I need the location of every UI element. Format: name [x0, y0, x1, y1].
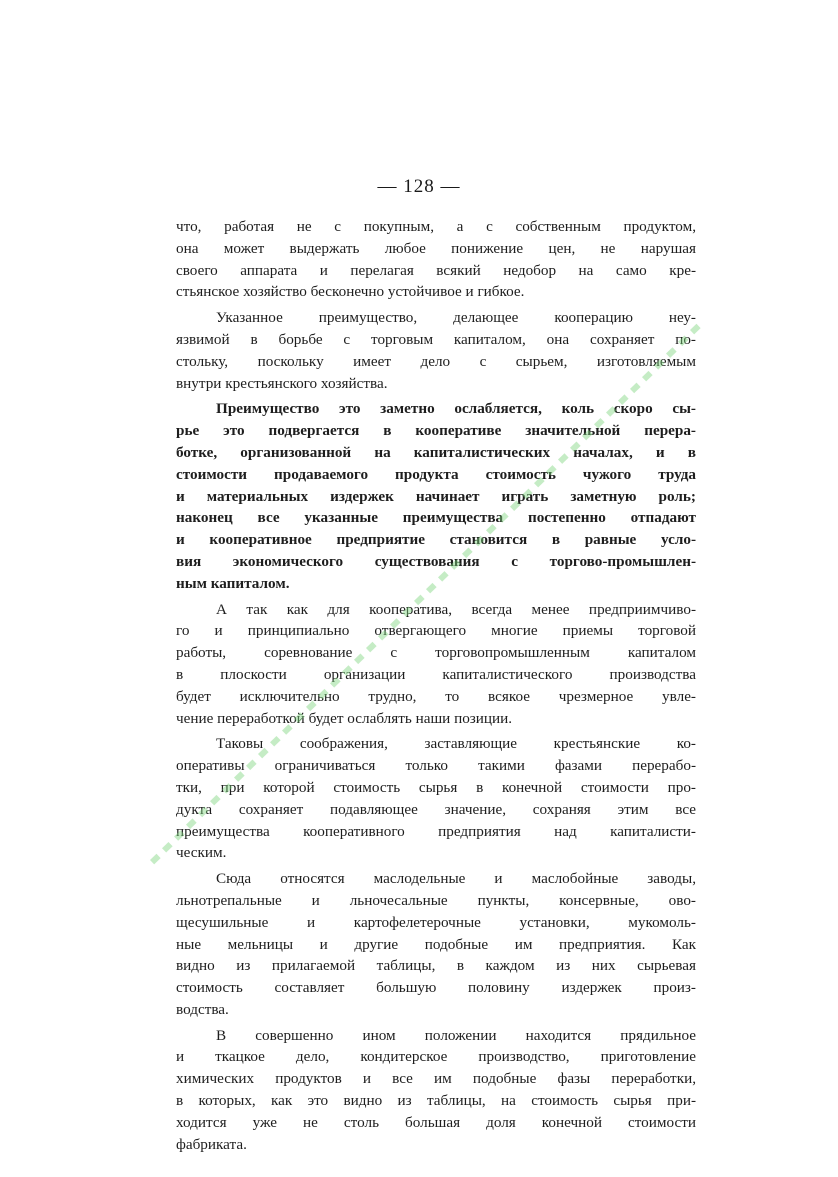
- text-line: ческим.: [176, 844, 227, 862]
- text-line: тки, при которой стоимость сырья в конечной стоимости про-: [176, 778, 696, 796]
- body-text: [176, 216, 696, 1155]
- text-line: фабриката.: [176, 1135, 247, 1153]
- text-line: ходится уже не столь большая доля конечной стоимости: [176, 1113, 696, 1131]
- text-line: водства.: [176, 1000, 229, 1018]
- page-number: — 128 —: [377, 176, 461, 197]
- text-line: внутри крестьянского хозяйства.: [176, 374, 388, 392]
- text-line: Указанное преимущество, делающее кооперацию неу-: [216, 309, 696, 327]
- text-line: ным капиталом.: [176, 574, 290, 592]
- text-line: и кооперативное предприятие становится в равные усло-: [176, 531, 696, 549]
- text-line: стольку, поскольку имеет дело с сырьем, изготовляемым: [176, 352, 696, 370]
- text-line: го и принципиально отвергающего многие приемы торговой: [176, 622, 696, 640]
- text-line: чение переработкой будет ослаблять наши позиции.: [176, 709, 513, 727]
- text-line: язвимой в борьбе с торговым капиталом, она сохраняет по-: [176, 330, 696, 348]
- paragraph: [176, 868, 696, 1021]
- paragraph: [176, 307, 696, 394]
- paragraph: [176, 599, 696, 730]
- watermark-mark: [162, 842, 173, 853]
- text-line: и ткацкое дело, кондитерское производство, приготовление: [176, 1048, 696, 1066]
- text-line: Сюда относятся маслодельные и маслобойные заводы,: [216, 870, 696, 888]
- paragraph: [176, 216, 696, 303]
- text-line: видно из прилагаемой таблицы, в каждом из них сырьевая: [176, 957, 696, 975]
- text-line: В совершенно ином положении находится прядильное: [216, 1026, 696, 1044]
- text-line: Преимущество это заметно ослабляется, коль скоро сы-: [216, 400, 696, 418]
- text-line: и материальных издержек начинает играть заметную роль;: [176, 487, 696, 505]
- text-line: химических продуктов и все им подобные фазы переработки,: [176, 1070, 696, 1088]
- text-line: ботке, организованной на капиталистических началах, и в: [176, 443, 696, 461]
- text-line: стоимости продаваемого продукта стоимость чужого труда: [176, 465, 696, 483]
- watermark-mark: [150, 854, 161, 865]
- paragraph: [176, 733, 696, 864]
- text-line: будет исключительно трудно, то всякое чрезмерное увле-: [176, 687, 696, 705]
- text-line: вия экономического существования с торгово-промышлен-: [176, 552, 696, 570]
- text-line: ные мельницы и другие подобные им предприятия. Как: [176, 935, 696, 953]
- text-line: что, работая не с покупным, а с собственным продуктом,: [176, 218, 696, 235]
- text-line: стьянское хозяйство бесконечно устойчивое и гибкое.: [176, 283, 525, 301]
- text-line: рье это подвергается в кооперативе значительной перера-: [176, 422, 696, 440]
- text-line: щесушильные и картофелетерочные установки, мукомоль-: [176, 913, 696, 931]
- text-line: в плоскости организации капиталистического производства: [176, 665, 696, 683]
- text-line: Таковы соображения, заставляющие крестьянские ко-: [216, 735, 696, 753]
- text-line: дукта сохраняет подавляющее значение, сохраняя этим все: [176, 800, 696, 818]
- text-line: она может выдержать любое понижение цен, не нарушая: [176, 239, 696, 257]
- text-line: своего аппарата и перелагая всякий недобор на само кре-: [176, 261, 696, 279]
- text-line: в которых, как это видно из таблицы, на стоимость сырья при-: [176, 1092, 696, 1110]
- text-line: стоимость составляет большую половину издержек произ-: [176, 979, 696, 997]
- text-line: преимущества кооперативного предприятия над капиталисти-: [176, 822, 696, 840]
- paragraph: [176, 398, 696, 594]
- paragraph: [176, 1025, 696, 1156]
- text-line: А так как для кооператива, всегда менее предприимчиво-: [216, 600, 696, 618]
- text-line: наконец все указанные преимущества постепенно отпадают: [176, 509, 696, 527]
- text-line: оперативы ограничиваться только такими фазами перерабо-: [176, 757, 696, 775]
- text-line: льнотрепальные и льночесальные пункты, консервные, ово-: [176, 891, 696, 909]
- text-line: работы, соревнование с торговопромышленным капиталом: [176, 644, 696, 662]
